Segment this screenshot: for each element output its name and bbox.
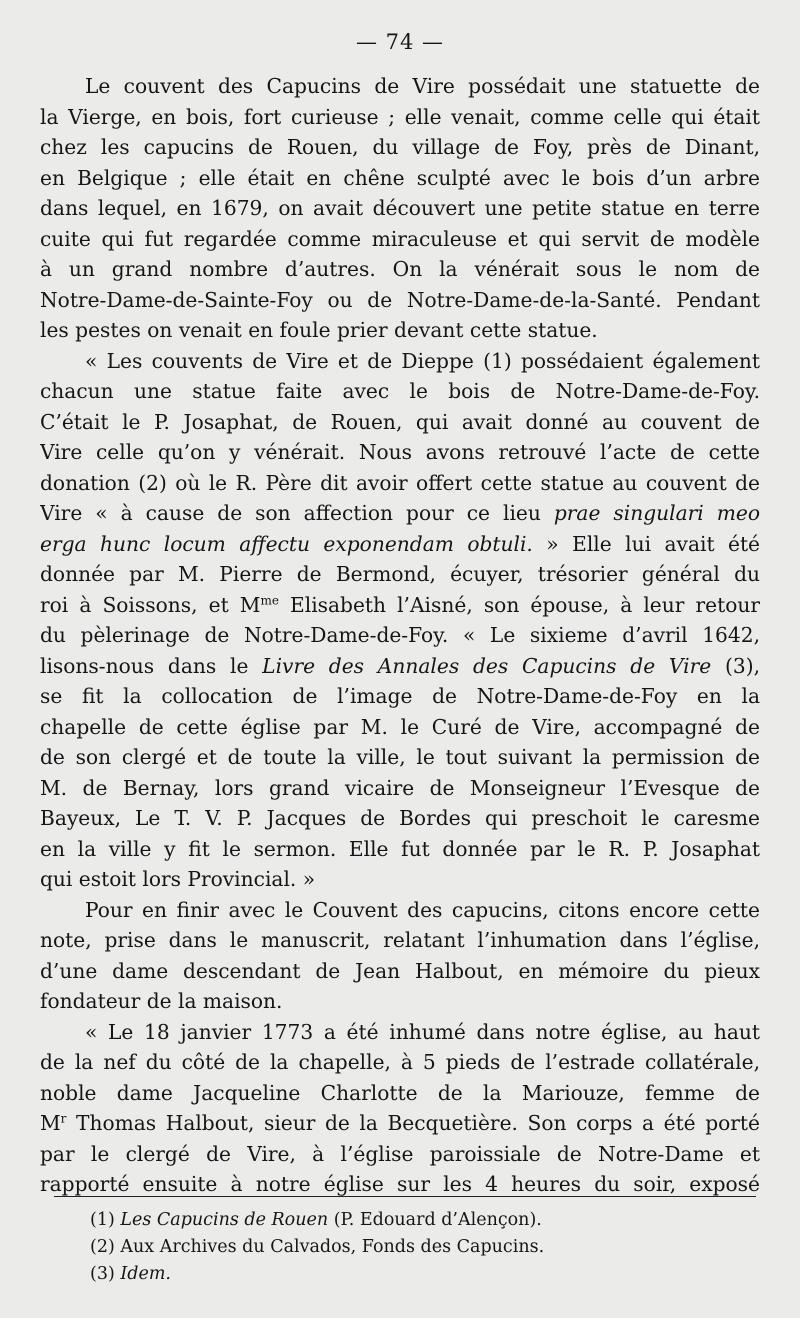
footnote-title: Idem. — [120, 1264, 171, 1284]
text-line: C’était le P. Josaphat, de Rouen, qui avait donné au couvent de — [40, 409, 760, 434]
text-line: « Les couvents de Vire et de Dieppe (1) possédaient également — [85, 348, 760, 373]
text-line: Bayeux, Le T. V. P. Jacques de Bordes qui preschoit le caresme — [40, 806, 760, 830]
text-line: chacun une statue faite avec le bois de Notre-Dame-de-Foy. — [40, 379, 760, 403]
text-line: donation (2) où le R. Père dit avoir offert cette statue au couvent de — [40, 470, 760, 495]
text-line: les pestes on venait en foule prier devant cette statue. — [40, 318, 598, 342]
text-line: donnée par M. Pierre de Bermond, écuyer, trésorier général du — [40, 562, 760, 586]
text-line: rapporté ensuite à notre église sur les 4 heures du soir, exposé — [40, 1172, 760, 1196]
footnote — [90, 1234, 740, 1261]
text-run: (3), — [711, 653, 760, 678]
text-line — [40, 1108, 760, 1139]
text-line: fondateur de la maison. — [40, 989, 283, 1013]
text-run: Thomas Halbout, sieur de la Becquetière. Son corps a été porté — [66, 1111, 760, 1135]
text-line: la Vierge, en bois, fort curieuse ; elle venait, comme celle qui était — [40, 104, 760, 129]
body-text — [40, 71, 760, 1200]
footnote-title: Les Capucins de Rouen — [120, 1210, 329, 1230]
text-line — [40, 498, 760, 529]
text-line: qui estoit lors Provincial. » — [40, 867, 316, 891]
text-line: « Le 18 janvier 1773 a été inhumé dans notre église, au haut — [85, 1019, 760, 1044]
text-run: » Elle lui avait été — [532, 531, 760, 556]
footnote-text: (P. Edouard d’Alençon). — [328, 1210, 542, 1230]
text-line: Le couvent des Capucins de Vire possédait une statuette de — [85, 74, 760, 98]
text-line — [40, 529, 760, 560]
footnote-number: (2) — [90, 1237, 121, 1257]
text-line: Vire celle qu’on y vénérait. Nous avons retrouvé l’acte de cette — [40, 440, 760, 464]
text-line: en la ville y fit le sermon. Elle fut donnée par le R. P. Josaphat — [40, 836, 760, 861]
footnote-number: (1) — [90, 1210, 121, 1230]
text-run: lisons-nous dans le — [40, 653, 263, 678]
page-number: — 74 — — [355, 30, 445, 54]
italic-run: prae singulari meo — [553, 501, 760, 525]
italic-run: Livre des Annales des Capucins de Vire — [262, 653, 712, 678]
text-line: note, prise dans le manuscrit, relatant l’inhumation dans l’église, — [40, 928, 760, 952]
text-run: Elisabeth l’Aisné, son épouse, à leur retour — [278, 592, 760, 617]
text-line: du pèlerinage de Notre-Dame-de-Foy. « Le sixieme d’avril 1642, — [40, 623, 760, 647]
text-line: par le clergé de Vire, à l’église paroissiale de Notre-Dame et — [40, 1141, 760, 1166]
text-line: de la nef du côté de la chapelle, à 5 pieds de l’estrade collatérale, — [40, 1050, 760, 1074]
footnote-text: Aux Archives du Calvados, Fonds des Capucins. — [120, 1237, 545, 1257]
text-line: cuite qui fut regardée comme miraculeuse et qui servit de modèle — [40, 226, 760, 251]
text-line — [40, 651, 760, 682]
text-run: roi à Soissons, et M — [40, 592, 261, 617]
text-line: à un grand nombre d’autres. On la vénérait sous le nom de — [40, 257, 760, 281]
footnote-number: (3) — [90, 1264, 121, 1284]
footnote — [90, 1207, 740, 1234]
italic-run: erga hunc locum affectu exponendam obtuli. — [40, 531, 533, 556]
text-line: Notre-Dame-de-Sainte-Foy ou de Notre-Dame-de-la-Santé. Pendant — [40, 287, 760, 312]
text-line: d’une dame descendant de Jean Halbout, en mémoire du pieux — [40, 958, 760, 983]
text-line — [40, 590, 760, 621]
text-line: Pour en finir avec le Couvent des capucins, citons encore cette — [85, 897, 760, 922]
text-run: M — [40, 1111, 61, 1135]
text-line: chez les capucins de Rouen, du village de Foy, près de Dinant, — [40, 135, 760, 159]
text-line: chapelle de cette église par M. le Curé de Vire, accompagné de — [40, 714, 760, 739]
text-run: Vire « à cause de son affection pour ce lieu — [40, 501, 554, 525]
superscript: r — [60, 1111, 67, 1126]
text-line: se fit la collocation de l’image de Notre-Dame-de-Foy en la — [40, 684, 760, 708]
text-line: M. de Bernay, lors grand vicaire de Monseigneur l’Evesque de — [40, 775, 760, 800]
text-line: en Belgique ; elle était en chêne sculpté avec le bois d’un arbre — [40, 165, 760, 190]
superscript: me — [260, 592, 279, 607]
footnote-divider — [54, 1196, 756, 1197]
footnote — [90, 1261, 740, 1288]
text-line: noble dame Jacqueline Charlotte de la Mariouze, femme de — [40, 1080, 760, 1105]
text-line: de son clergé et de toute la ville, le tout suivant la permission de — [40, 745, 760, 769]
text-line: dans lequel, en 1679, on avait découvert une petite statue en terre — [40, 196, 760, 220]
footnotes — [90, 1207, 740, 1288]
